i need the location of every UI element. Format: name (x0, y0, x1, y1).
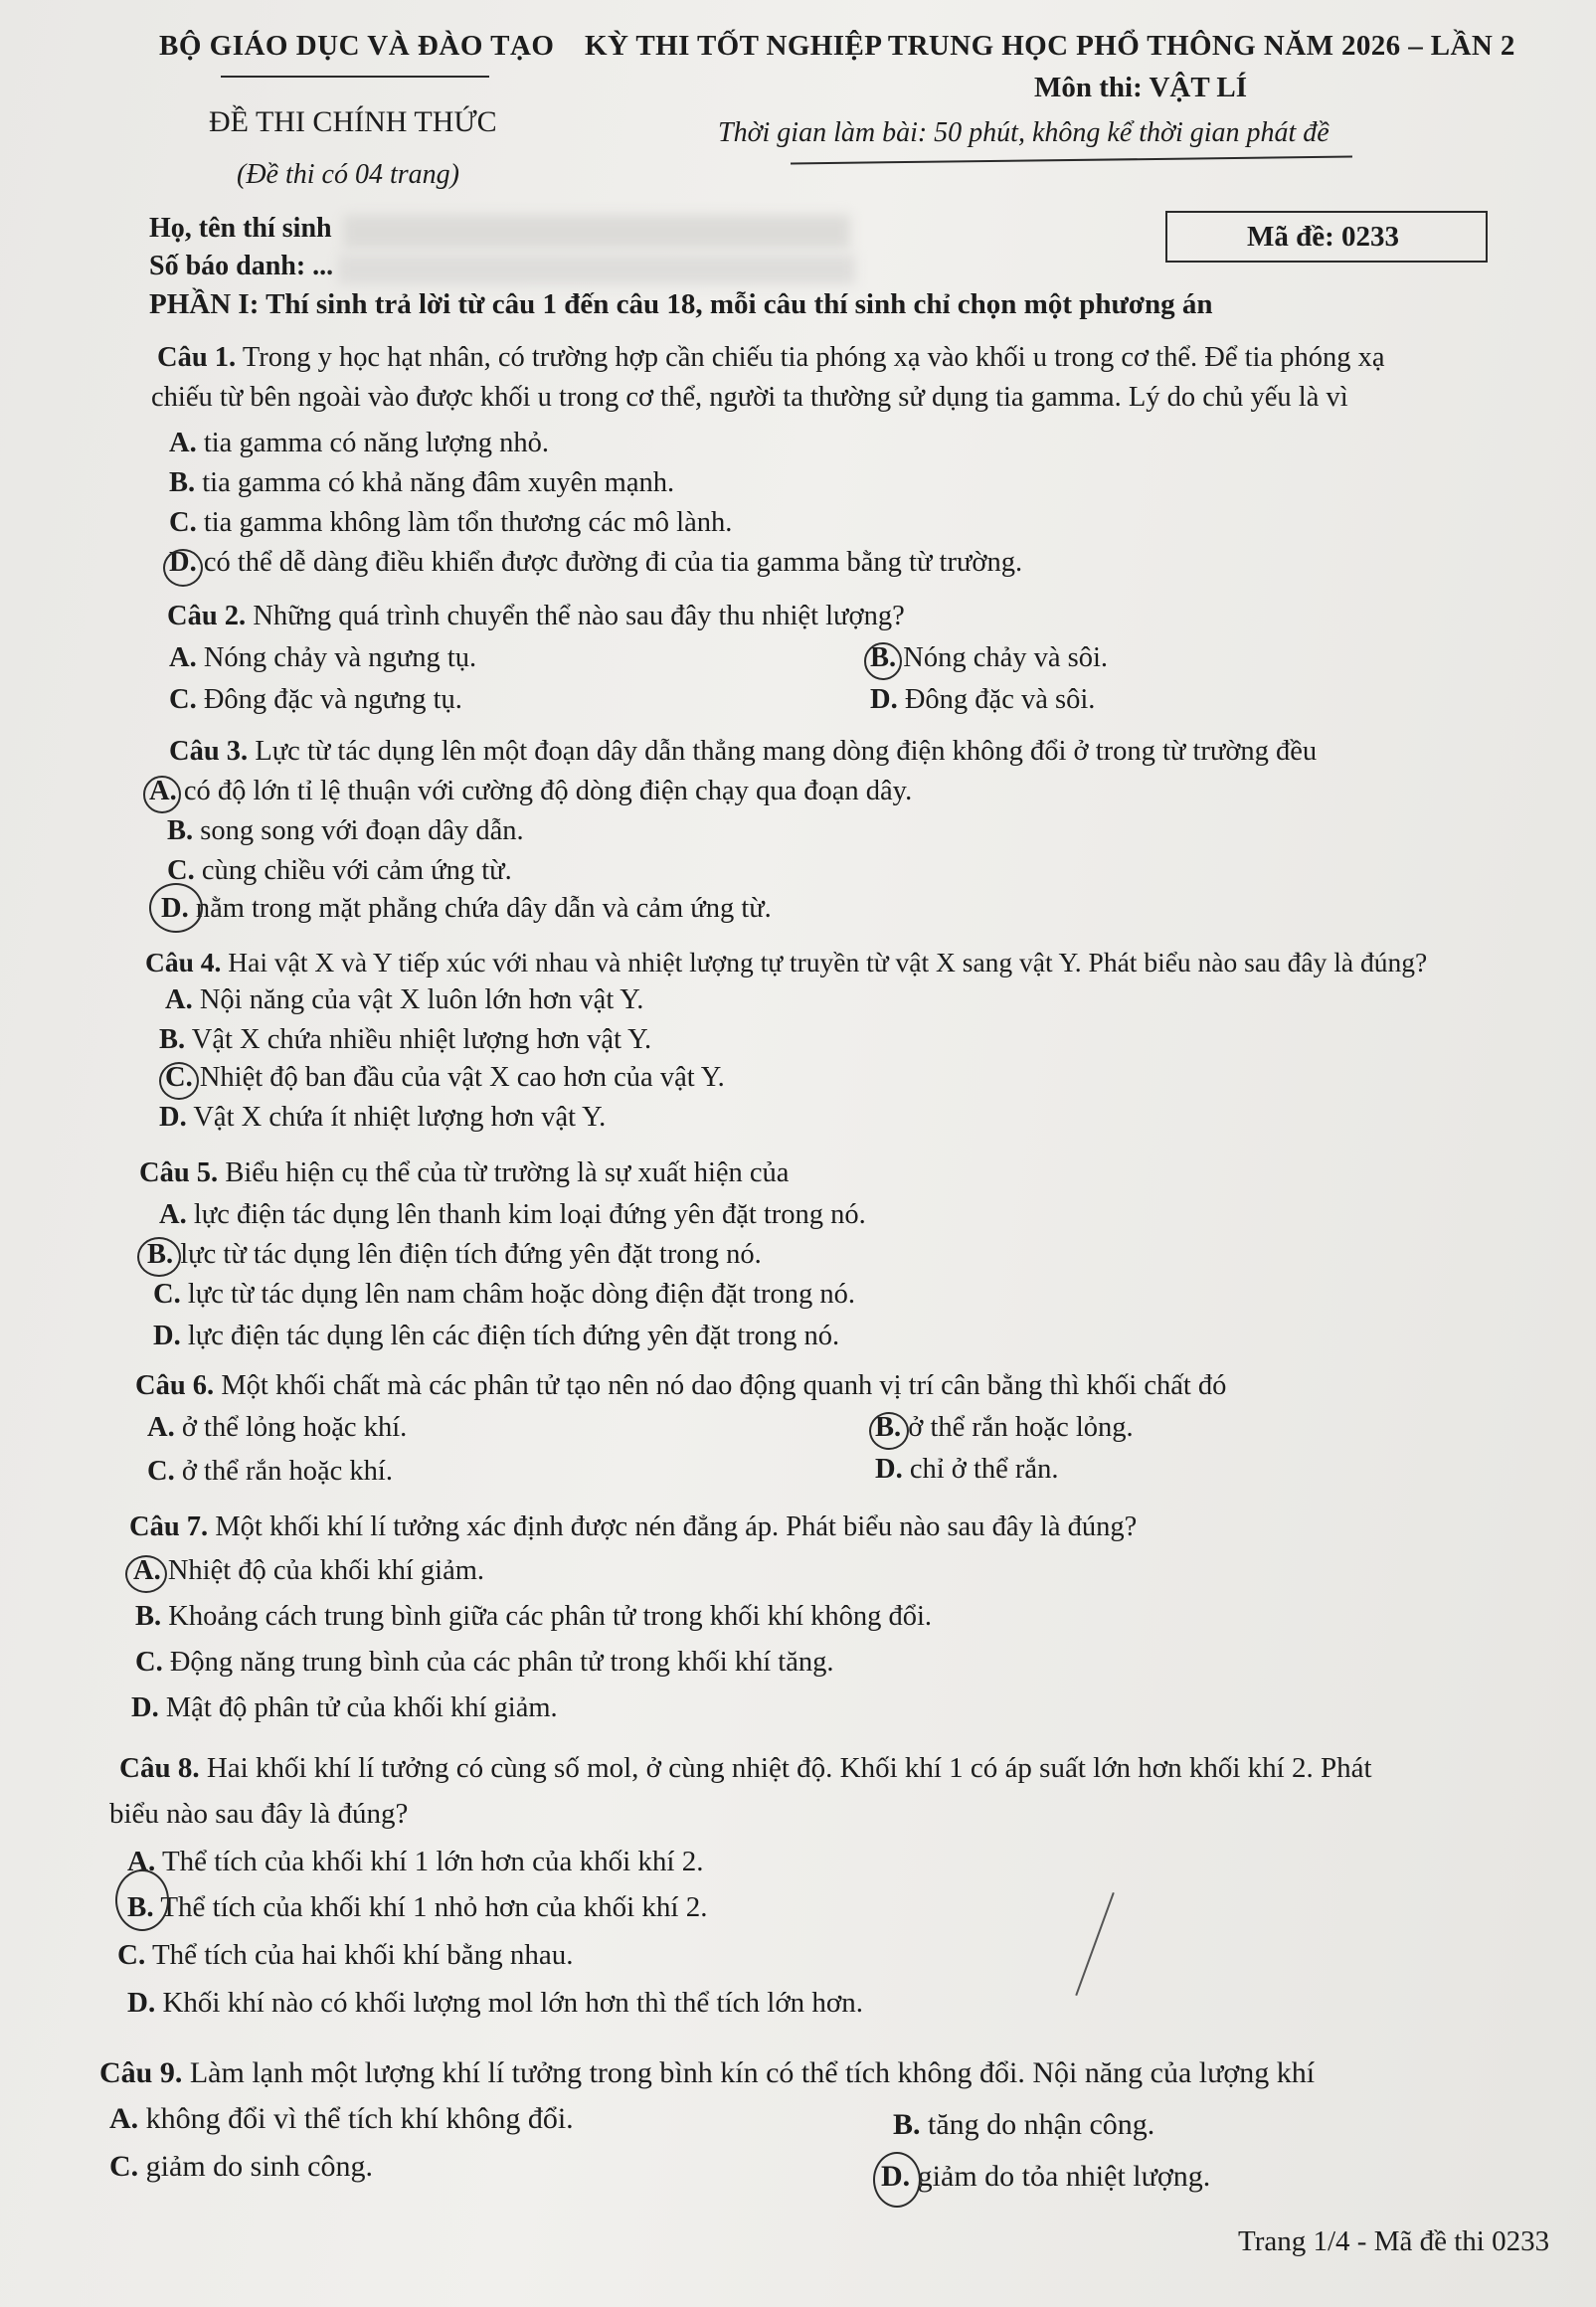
exam-code-box: Mã đề: 0233 (1165, 211, 1488, 263)
pen-stroke (1075, 1892, 1115, 1996)
option-1c[interactable]: C. tia gamma không làm tổn thương các mô lành. (169, 507, 733, 538)
option-9c[interactable]: C. giảm do sinh công. (109, 2150, 373, 2183)
question-1 (157, 342, 1385, 374)
option-1b[interactable]: B. tia gamma có khả năng đâm xuyên mạnh. (169, 467, 675, 498)
option-5b[interactable]: B. lực từ tác dụng lên điện tích đứng yên đặt trong nó. (147, 1239, 762, 1270)
exam-title: KỲ THI TỐT NGHIỆP TRUNG HỌC PHỔ THÔNG NĂM 2026 – LẦN 2 (585, 30, 1515, 62)
option-9a[interactable]: A. không đổi vì thể tích khí không đổi. (109, 2102, 574, 2135)
option-6b[interactable]: B. ở thể rắn hoặc lỏng. (875, 1412, 1134, 1443)
option-3a[interactable]: A. có độ lớn tỉ lệ thuận với cường độ dòng điện chạy qua đoạn dây. (149, 776, 913, 806)
option-2c[interactable]: C. Đông đặc và ngưng tụ. (169, 684, 462, 715)
option-2b[interactable]: B. Nóng chảy và sôi. (870, 642, 1109, 673)
option-8d[interactable]: D. Khối khí nào có khối lượng mol lớn hơn thì thể tích lớn hơn. (127, 1987, 864, 2019)
option-4a[interactable]: A. Nội năng của vật X luôn lớn hơn vật Y. (165, 984, 644, 1015)
redacted-id (338, 255, 855, 284)
section-title: PHẦN I: Thí sinh trả lời từ câu 1 đến câu 18, mỗi câu thí sinh chỉ chọn một phương án (149, 288, 1213, 320)
question-4: Câu 4. Hai vật X và Y tiếp xúc với nhau và nhiệt lượng tự truyền từ vật X sang vật Y. Phát biểu nào sau đây là đúng? (145, 947, 1428, 977)
option-7d[interactable]: D. Mật độ phân tử của khối khí giảm. (131, 1692, 558, 1723)
option-9d[interactable]: D. giảm do tỏa nhiệt lượng. (881, 2160, 1211, 2193)
option-3c[interactable]: C. cùng chiều với cảm ứng từ. (167, 855, 512, 886)
duration-underline (791, 156, 1352, 165)
question-3: Câu 3. Lực từ tác dụng lên một đoạn dây dẫn thẳng mang dòng điện không đổi ở trong từ trường đều (169, 736, 1318, 767)
option-4b[interactable]: B. Vật X chứa nhiều nhiệt lượng hơn vật Y. (159, 1024, 652, 1055)
option-1d[interactable]: D. có thể dễ dàng điều khiển được đường đi của tia gamma bằng từ trường. (169, 547, 1023, 578)
option-2a[interactable]: A. Nóng chảy và ngưng tụ. (169, 642, 477, 673)
option-6d[interactable]: D. chỉ ở thể rắn. (875, 1454, 1059, 1485)
option-5d[interactable]: D. lực điện tác dụng lên các điện tích đứng yên đặt trong nó. (153, 1321, 840, 1351)
question-5: Câu 5. Biểu hiện cụ thể của từ trường là sự xuất hiện của (139, 1157, 790, 1188)
ministry-underline (221, 76, 489, 78)
option-8a[interactable]: A. Thể tích của khối khí 1 lớn hơn của khối khí 2. (127, 1846, 704, 1877)
option-7b[interactable]: B. Khoảng cách trung bình giữa các phân tử trong khối khí không đổi. (135, 1601, 933, 1632)
candidate-id-label: Số báo danh: ... (149, 251, 334, 281)
pages-note: (Đề thi có 04 trang) (237, 159, 459, 190)
exam-duration: Thời gian làm bài: 50 phút, không kể thời gian phát đề (718, 117, 1330, 148)
option-8b[interactable]: B. Thể tích của khối khí 1 nhỏ hơn của khối khí 2. (127, 1891, 708, 1923)
option-3b[interactable]: B. song song với đoạn dây dẫn. (167, 815, 524, 846)
option-7a[interactable]: A. Nhiệt độ của khối khí giảm. (133, 1555, 485, 1586)
option-2d[interactable]: D. Đông đặc và sôi. (870, 684, 1096, 715)
option-7c[interactable]: C. Động năng trung bình của các phân tử trong khối khí tăng. (135, 1647, 834, 1678)
question-number: Câu 1. (157, 342, 237, 373)
question-text-line: biểu nào sau đây là đúng? (109, 1798, 409, 1830)
question-text-line: chiếu từ bên ngoài vào được khối u trong cơ thể, người ta thường sử dụng tia gamma. Lý do chủ yếu là vì (151, 382, 1348, 413)
option-8c[interactable]: C. Thể tích của hai khối khí bằng nhau. (117, 1939, 574, 1971)
candidate-name-label: Họ, tên thí sinh (149, 213, 332, 244)
question-9: Câu 9. Làm lạnh một lượng khí lí tưởng trong bình kín có thể tích không đổi. Nội năng của lượng khí (99, 2056, 1316, 2089)
option-6a[interactable]: A. ở thể lỏng hoặc khí. (147, 1412, 408, 1443)
question-2: Câu 2. Những quá trình chuyển thể nào sau đây thu nhiệt lượng? (167, 601, 905, 631)
question-text: Trong y học hạt nhân, có trường hợp cần chiếu tia phóng xạ vào khối u trong cơ thể. Để tia phóng xạ (242, 342, 1385, 373)
ministry-name: BỘ GIÁO DỤC VÀ ĐÀO TẠO (159, 30, 555, 62)
option-9b[interactable]: B. tăng do nhận công. (893, 2108, 1155, 2141)
question-7: Câu 7. Một khối khí lí tưởng xác định được nén đẳng áp. Phát biểu nào sau đây là đúng? (129, 1511, 1138, 1542)
exam-subject: Môn thi: VẬT LÍ (1034, 72, 1248, 103)
option-6c[interactable]: C. ở thể rắn hoặc khí. (147, 1456, 393, 1487)
option-4d[interactable]: D. Vật X chứa ít nhiệt lượng hơn vật Y. (159, 1102, 607, 1133)
option-4c[interactable]: C. Nhiệt độ ban đầu của vật X cao hơn của vật Y. (165, 1062, 725, 1093)
option-3d[interactable]: D. nằm trong mặt phẳng chứa dây dẫn và cảm ứng từ. (161, 893, 772, 924)
page-footer: Trang 1/4 - Mã đề thi 0233 (1238, 2225, 1550, 2257)
question-8: Câu 8. Hai khối khí lí tưởng có cùng số mol, ở cùng nhiệt độ. Khối khí 1 có áp suất lớn hơn khối khí 2. Phát (119, 1752, 1372, 1784)
option-1a[interactable]: A. tia gamma có năng lượng nhỏ. (169, 428, 549, 458)
option-5a[interactable]: A. lực điện tác dụng lên thanh kim loại đứng yên đặt trong nó. (159, 1199, 866, 1230)
option-5c[interactable]: C. lực từ tác dụng lên nam châm hoặc dòng điện đặt trong nó. (153, 1279, 856, 1310)
redacted-name (343, 215, 850, 249)
question-6: Câu 6. Một khối chất mà các phân tử tạo nên nó dao động quanh vị trí cân bằng thì khối chất đó (135, 1370, 1227, 1401)
official-label: ĐỀ THI CHÍNH THỨC (209, 105, 497, 138)
